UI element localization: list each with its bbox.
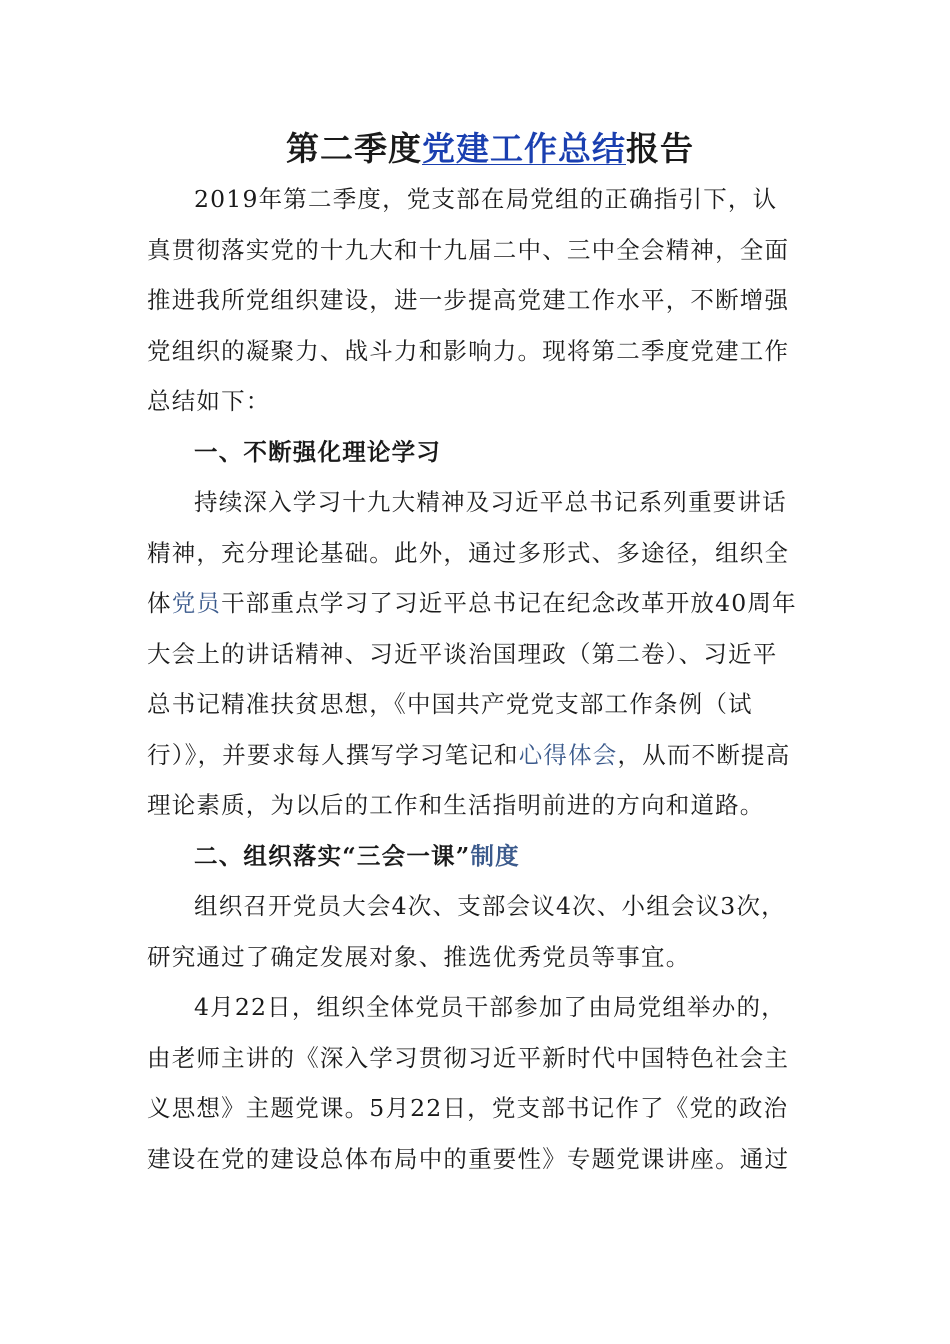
keyword-link-party-member[interactable]: 党员	[171, 589, 222, 617]
paragraph-intro: 2019年第二季度，党支部在局党组的正确指引下，认真贯彻落实党的十九大和十九届二中、三中全会精神，全面推进我所党组织建设，进一步提高党建工作水平，不断增强党组织的凝聚力、战斗力和影响力。现将第二季度党建工作总结如下：	[147, 185, 790, 415]
title-suffix: 报告	[626, 129, 694, 168]
section-heading-1: 一、不断强化理论学习	[194, 437, 441, 466]
document-title	[0, 124, 950, 174]
heading-text: 二、组织落实“三会一课”	[194, 841, 471, 870]
document-body	[147, 174, 799, 1184]
title-link[interactable]: 党建工作总结	[422, 129, 626, 168]
keyword-link-system[interactable]: 制度	[470, 841, 520, 870]
title-prefix: 第二季度	[286, 129, 422, 168]
paragraph-party-lectures: 4月22日，组织全体党员干部参加了由局党组举办的，由老师主讲的《深入学习贯彻习近平新时代中国特色社会主义思想》主题党课。5月22日，党支部书记作了《党的政治建设在党的建设总体布局中的重要性》专题党课讲座。通过	[147, 993, 790, 1173]
paragraph-text: ，从而不断提高理论素质，为以后的工作和生活指明前进的方向和道路。	[147, 740, 791, 819]
paragraph-meetings: 组织召开党员大会4次、支部会议4次、小组会议3次，研究通过了确定发展对象、推选优秀党员等事宜。	[147, 892, 786, 971]
keyword-link-reflections[interactable]: 心得体会	[518, 740, 618, 769]
paragraph-text: 持续深入学习十九大精神及习近平总书记系列重要讲话精神，充分理论基础。此外，通过多形式、多途径，组织全体	[147, 488, 790, 617]
section-heading-2	[147, 831, 799, 882]
paragraph-theory-study	[147, 477, 799, 831]
paragraph-text: 干部重点学习了习近平总书记在纪念改革开放40周年大会上的讲话精神、习近平谈治国理政（第二卷）、习近平总书记精准扶贫思想，《中国共产党党支部工作条例（试行）》，并要求每人撰写学习笔记和	[147, 589, 797, 769]
